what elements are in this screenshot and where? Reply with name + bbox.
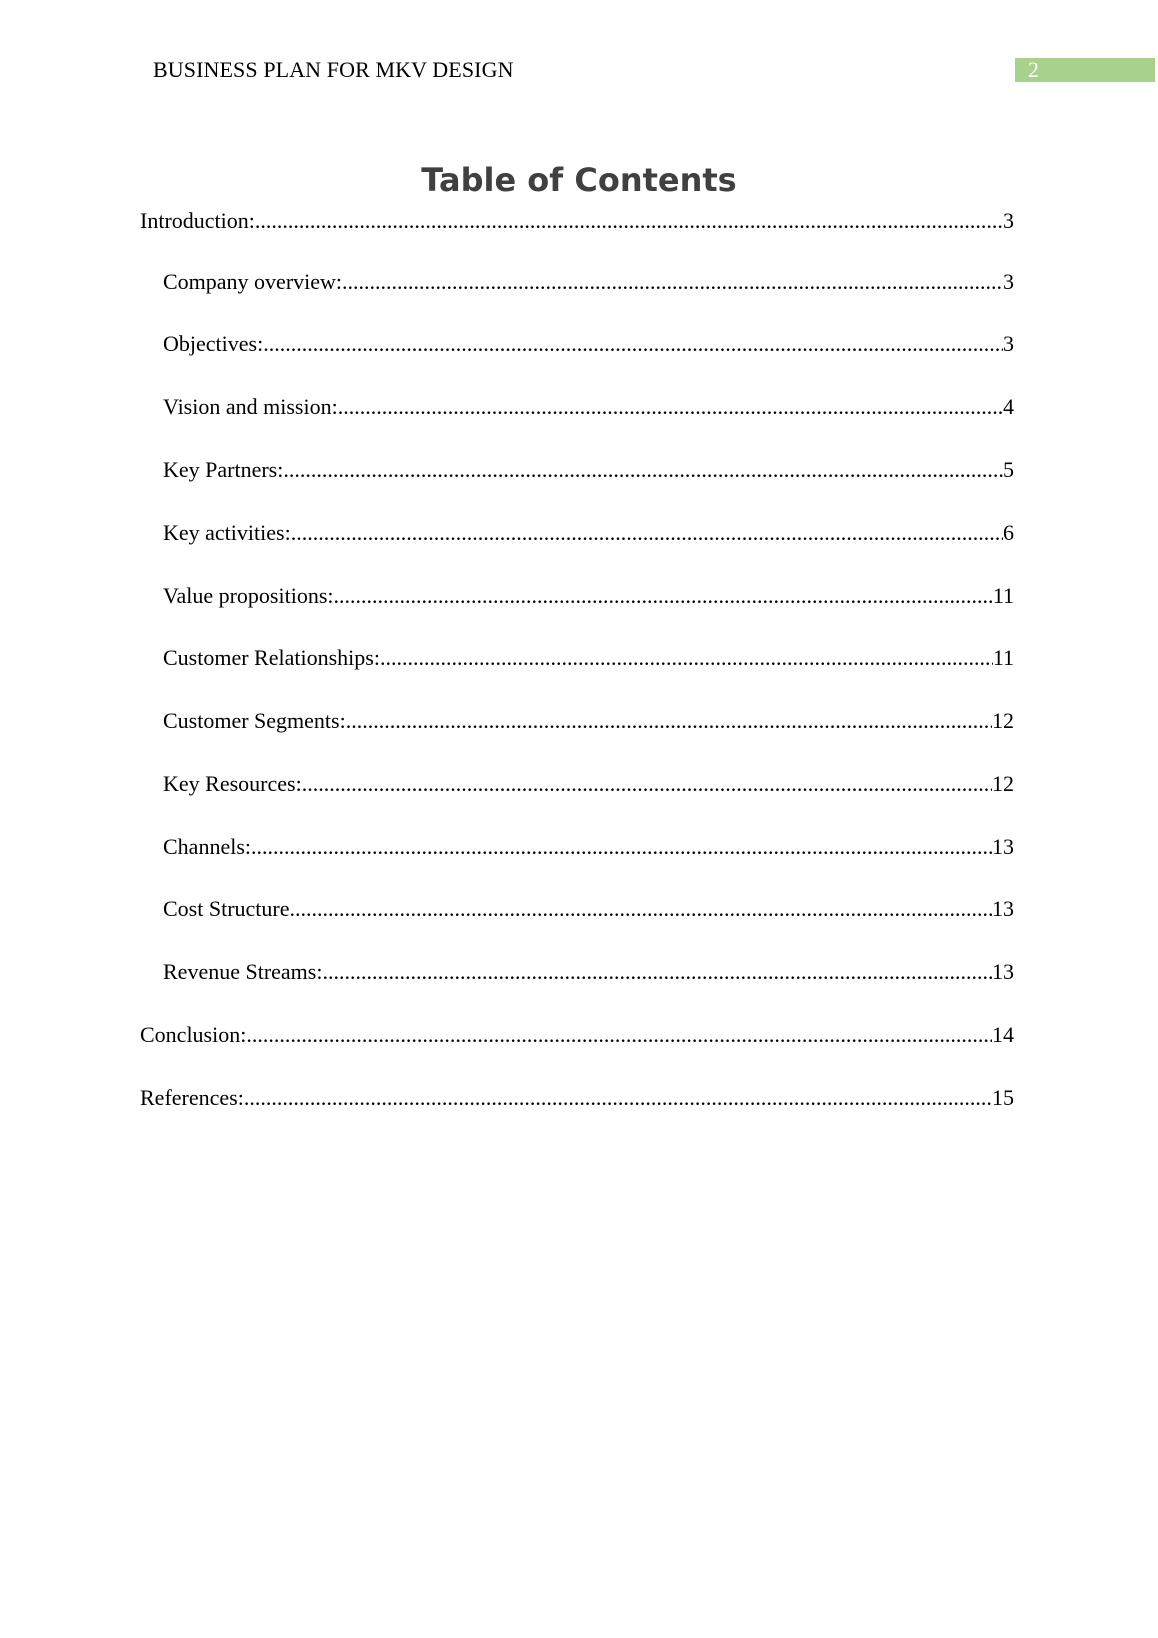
toc-entry-label: Channels:	[163, 834, 251, 859]
toc-entry-label: Customer Segments:	[163, 708, 346, 733]
toc-dot-leader	[251, 832, 992, 862]
toc-entry-conclusion[interactable]	[140, 1020, 1014, 1050]
toc-entry-label: Revenue Streams:	[163, 959, 323, 984]
toc-dot-leader	[380, 643, 993, 673]
toc-entry-key-resources[interactable]	[163, 769, 1014, 799]
toc-entry-page: 12	[992, 708, 1014, 733]
toc-dot-leader	[255, 206, 1003, 236]
toc-entry-label: References:	[140, 1085, 244, 1110]
toc-entry-label: Company overview:	[163, 269, 343, 294]
toc-entry-customer-relationships[interactable]	[163, 643, 1014, 673]
toc-heading: Table of Contents	[421, 161, 737, 199]
toc-entry-value-propositions[interactable]	[163, 581, 1014, 611]
toc-dot-leader	[246, 1020, 992, 1050]
toc-dot-leader	[244, 1083, 992, 1113]
toc-dot-leader	[290, 894, 993, 924]
toc-dot-leader	[338, 392, 1003, 422]
toc-entry-label: Objectives:	[163, 331, 264, 356]
toc-entry-customer-segments[interactable]	[163, 706, 1014, 736]
toc-entry-label: Key Resources:	[163, 771, 302, 796]
toc-entry-label: Vision and mission:	[163, 394, 338, 419]
toc-entry-page: 11	[992, 645, 1014, 670]
toc-entry-label: Value propositions:	[163, 583, 334, 608]
toc-entry-label: Introduction:	[140, 208, 255, 233]
toc-entry-vision-and-mission[interactable]	[163, 392, 1014, 422]
toc-entry-label: Cost Structure	[163, 896, 290, 921]
page-number-badge	[1015, 58, 1155, 82]
toc-entry-page: 13	[992, 959, 1014, 984]
toc-dot-leader	[346, 706, 992, 736]
toc-entry-cost-structure[interactable]	[163, 894, 1014, 924]
toc-entry-page: 3	[1003, 269, 1014, 294]
toc-dot-leader	[334, 581, 993, 611]
toc-entry-page: 11	[992, 583, 1014, 608]
toc-entry-page: 14	[992, 1022, 1014, 1047]
toc-entry-page: 13	[992, 896, 1014, 921]
toc-entry-key-partners[interactable]	[163, 455, 1014, 485]
toc-entry-key-activities[interactable]	[163, 518, 1014, 548]
toc-dot-leader	[283, 455, 1003, 485]
toc-entry-page: 3	[1003, 208, 1014, 233]
toc-entry-page: 13	[992, 834, 1014, 859]
toc-dot-leader	[263, 329, 1003, 359]
toc-entry-label: Key Partners:	[163, 457, 284, 482]
toc-entry-label: Conclusion:	[140, 1022, 247, 1047]
toc-entry-page: 4	[1003, 394, 1014, 419]
toc-entry-objectives[interactable]	[163, 329, 1014, 359]
toc-entry-page: 5	[1003, 457, 1014, 482]
toc-entry-revenue-streams[interactable]	[163, 957, 1014, 987]
toc-entry-introduction[interactable]	[140, 206, 1014, 236]
page-header	[0, 0, 1158, 110]
toc-dot-leader	[322, 957, 992, 987]
running-head-title: BUSINESS PLAN FOR MKV DESIGN	[153, 57, 514, 82]
page-number: 2	[1028, 57, 1039, 82]
toc-entry-page: 15	[992, 1085, 1014, 1110]
toc-entry-label: Customer Relationships:	[163, 645, 380, 670]
toc-entry-channels[interactable]	[163, 832, 1014, 862]
toc-entry-page: 12	[992, 771, 1014, 796]
toc-entry-references[interactable]	[140, 1083, 1014, 1113]
toc-entry-label: Key activities:	[163, 520, 291, 545]
toc-dot-leader	[302, 769, 992, 799]
toc-entry-company-overview[interactable]	[163, 267, 1014, 297]
toc-entry-page: 6	[1003, 520, 1014, 545]
toc-dot-leader	[291, 518, 1003, 548]
toc-entry-page: 3	[1003, 331, 1014, 356]
toc-dot-leader	[342, 267, 1003, 297]
